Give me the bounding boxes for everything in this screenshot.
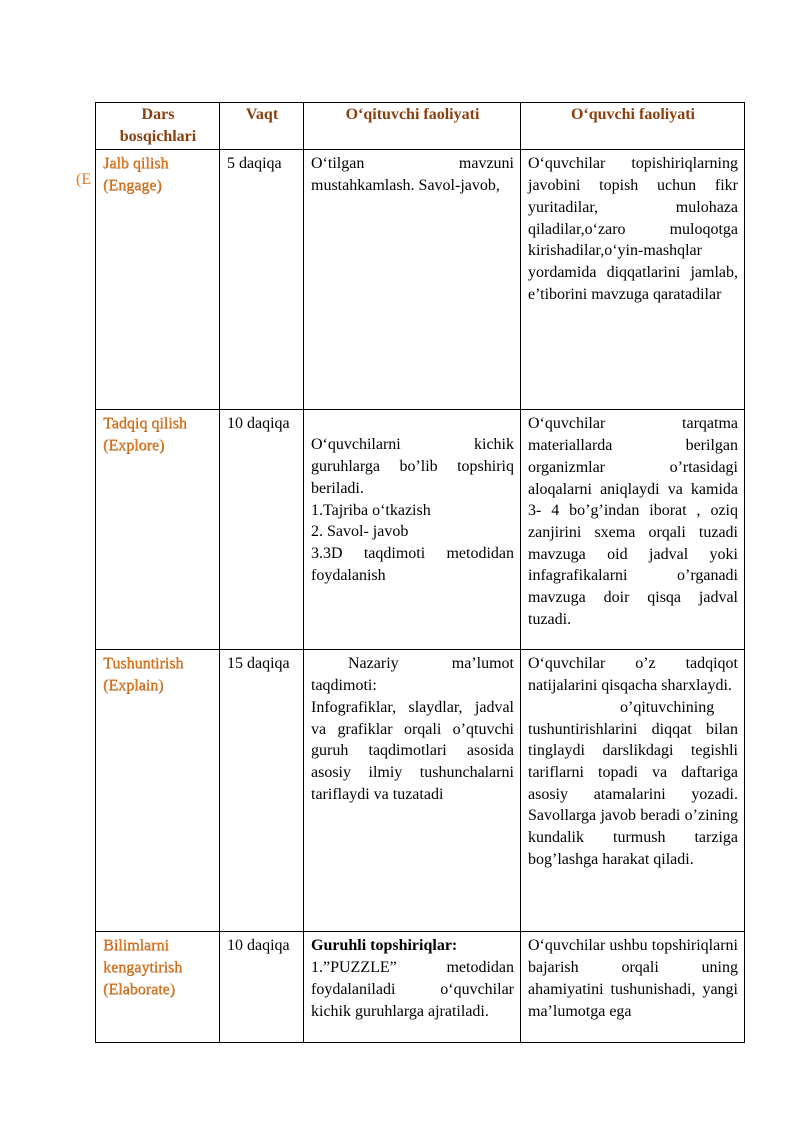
- student-cell: O‘quvchilar tarqatma materiallarda berilgan organizmlar o’rtasidagi aloqalarni aniqlaydi va kamida 3- 4 bo’g’indan iborat , oziq zanjirini sxema orqali tuzadi mavzuga oid jadval yoki infagrafikalarni o’rganadi mavzuga doir qisqa jadval tuzadi.: [521, 410, 745, 650]
- teacher-title: Guruhli topshiriqlar:: [311, 937, 458, 955]
- stage-name: Jalb qilish: [103, 155, 169, 173]
- time-cell: 5 daqiqa: [220, 150, 304, 410]
- teacher-line: 1.Tajriba o‘tkazish: [311, 501, 431, 519]
- teacher-line: 3.3D taqdimoti metodidan foydalanish: [311, 544, 514, 584]
- header-student-activity: O‘quvchi faoliyati: [521, 103, 745, 150]
- stage-english: (Elaborate): [103, 980, 175, 998]
- student-text: O‘quvchilar ushbu topshiriqlarni bajarish orqali uning ahamiyatini tushunishadi, yangi ma’lumotga ega: [528, 937, 738, 1020]
- table-row: [96, 410, 745, 650]
- stage-cell: [96, 932, 220, 1043]
- table-header-row: [96, 103, 745, 150]
- teacher-line: O‘quvchilarni kichik guruhlarga bo’lib topshiriq beriladi.: [311, 436, 514, 497]
- lesson-plan-table: [95, 102, 745, 1043]
- header-time: Vaqt: [220, 103, 304, 150]
- stage-name: Tushuntirish: [103, 655, 184, 673]
- teacher-cell: O‘tilgan mavzuni mustahkamlash. Savol-javob,: [304, 150, 521, 410]
- teacher-line: Nazariy ma’lumot taqdimoti:: [311, 655, 514, 695]
- student-cell: O‘quvchilar topishiriqlarning javobini topish uchun fikr yuritadilar, mulohaza qiladilar,o‘zaro muloqotga kirishadilar,o‘yin-mashqlar yordamida diqqatlarini jamlab, e’tiborini mavzuga qaratadilar: [521, 150, 745, 410]
- time-cell: 15 daqiqa: [220, 650, 304, 932]
- stray-text: (E: [76, 171, 92, 188]
- student-line: O‘quvchilar o’z tadqiqot natijalarini qisqacha sharxlaydi.: [528, 655, 738, 695]
- stage-english: (Engage): [103, 177, 162, 195]
- time-cell: 10 daqiqa: [220, 410, 304, 650]
- teacher-cell: [304, 932, 521, 1043]
- stage-name: Bilimlarni: [103, 937, 169, 955]
- teacher-cell: [304, 410, 521, 650]
- table-row: [96, 150, 745, 410]
- stage-cell: [96, 150, 220, 410]
- table-row: [96, 932, 745, 1043]
- student-cell: [521, 650, 745, 932]
- stage-cell: [96, 650, 220, 932]
- header-teacher-activity: O‘qituvchi faoliyati: [304, 103, 521, 150]
- stage-name-cont: kengaytirish: [103, 959, 183, 977]
- table-row: [96, 650, 745, 932]
- teacher-line: 1.”PUZZLE” metodidan foydalaniladi o‘quvchilar kichik guruhlarga ajratiladi.: [311, 959, 514, 1020]
- teacher-line: 2. Savol- javob: [311, 523, 409, 541]
- teacher-cell: [304, 650, 521, 932]
- time-cell: 10 daqiqa: [220, 932, 304, 1043]
- student-line: o’qituvchining tushuntirishlarini diqqat bilan tinglaydi darslikdagi tegishli tariflarni topadi va daftariga asosiy atamalarini yozadi. Savollarga javob beradi o’zining kundalik turmush tarziga bog’lashga harakat qiladi.: [528, 698, 738, 868]
- teacher-line: Infografiklar, slaydlar, jadval va grafiklar orqali o’qtuvchi guruh taqdimotlari asosida asosiy ilmiy tushunchalarni tariflaydi va tuzatadi: [311, 698, 514, 803]
- header-stages: Dars bosqichlari: [96, 103, 220, 150]
- student-cell: [521, 932, 745, 1043]
- stage-name: Tadqiq qilish: [103, 415, 187, 433]
- stage-cell: [96, 410, 220, 650]
- stage-english: (Explore): [103, 437, 165, 455]
- stage-english: (Explain): [103, 677, 164, 695]
